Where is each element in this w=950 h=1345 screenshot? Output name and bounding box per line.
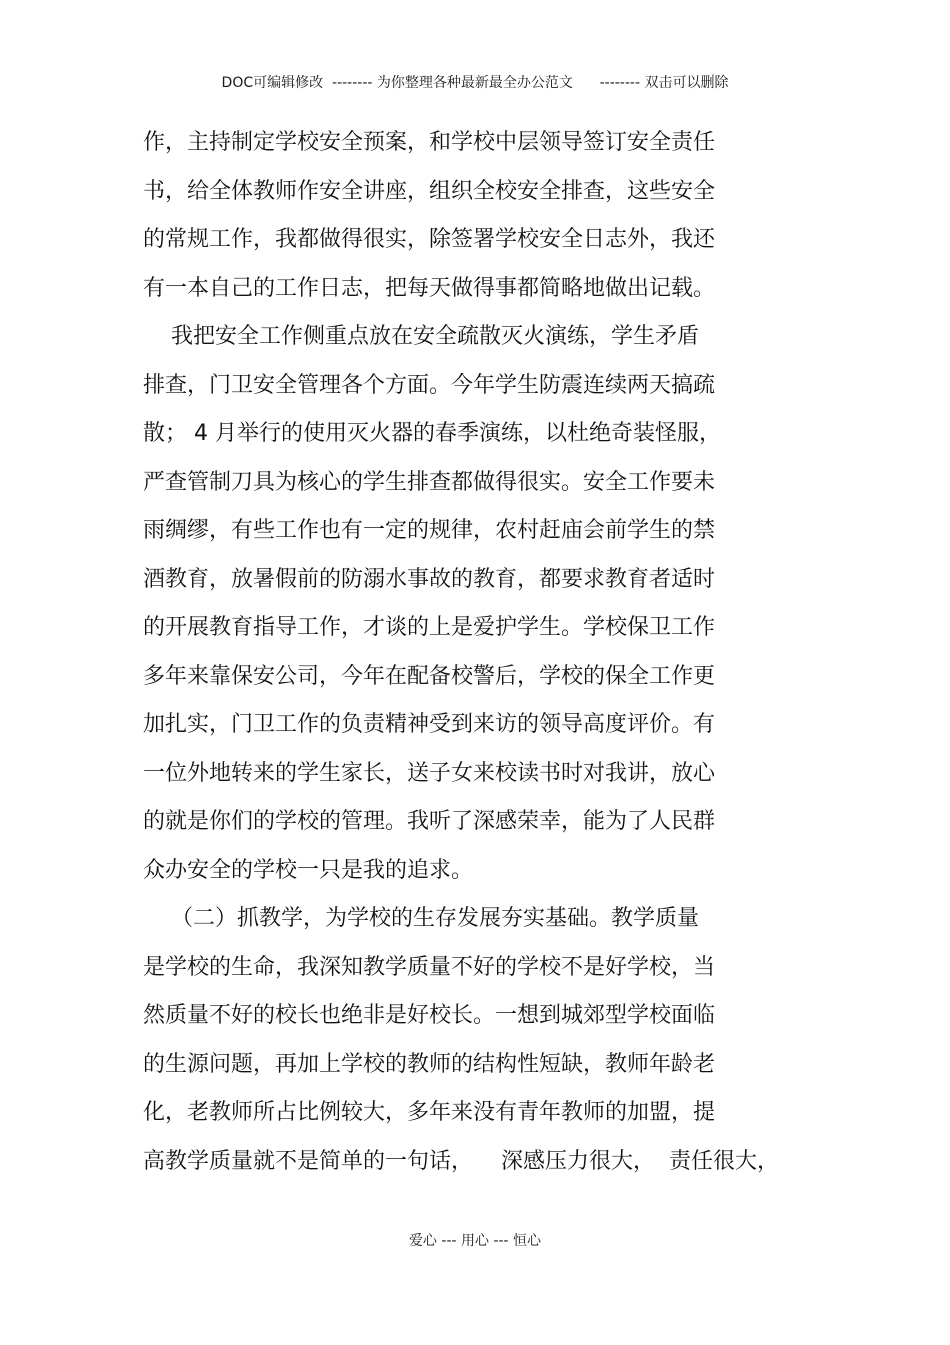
text-line: 高教学质量就不是简单的一句话， 深感压力很大， 责任很大， xyxy=(143,1148,779,1174)
text-line: 作，主持制定学校安全预案，和学校中层领导签订安全责任 xyxy=(143,130,716,155)
text-line: 的就是你们的学校的管理。我听了深感荣幸，能为了人民群 xyxy=(143,809,716,834)
text-line: （二）抓教学，为学校的生存发展夯实基础。教学质量 xyxy=(143,906,699,931)
text-line: 我把安全工作侧重点放在安全疏散灭火演练，学生矛盾 xyxy=(143,324,699,349)
text-line: 多年来靠保安公司，今年在配备校警后，学校的保全工作更 xyxy=(143,663,716,689)
text-line: 然质量不好的校长也绝非是好校长。一想到城郊型学校面临 xyxy=(143,1003,716,1028)
page-header: DOC可编辑修改 -------- 为你整理各种最新最全办公范文 -------- 双击可以删除 xyxy=(221,75,729,91)
text-line: 雨绸缪，有些工作也有一定的规律，农村赶庙会前学生的禁 xyxy=(143,518,716,543)
text-line: 严查管制刀具为核心的学生排查都做得很实。安全工作要未 xyxy=(143,469,716,495)
text-line: 的开展教育指导工作，才谈的上是爱护学生。学校保卫工作 xyxy=(143,615,716,640)
text-line: 散； 4 月举行的使用灭火器的春季演练，以杜绝奇装怪服， xyxy=(143,421,721,446)
text-line: 众办安全的学校一只是我的追求。 xyxy=(143,857,474,883)
text-line: 酒教育，放暑假前的防溺水事故的教育，都要求教育者适时 xyxy=(143,566,716,592)
text-line: 排查，门卫安全管理各个方面。今年学生防震连续两天搞疏 xyxy=(143,372,716,398)
page-footer: 爱心 --- 用心 --- 恒心 xyxy=(408,1233,542,1249)
document-body xyxy=(143,119,803,1186)
text-line: 有一本自己的工作日志，把每天做得事都简略地做出记载。 xyxy=(143,275,716,301)
text-line: 的生源问题，再加上学校的教师的结构性短缺，教师年龄老 xyxy=(143,1051,716,1077)
text-line: 书，给全体教师作安全讲座，组织全校安全排查，这些安全 xyxy=(143,178,716,204)
text-line: 的常规工作，我都做得很实，除签署学校安全日志外，我还 xyxy=(143,227,716,252)
text-line: 一位外地转来的学生家长，送子女来校读书时对我讲，放心 xyxy=(143,760,716,786)
text-line: 是学校的生命，我深知教学质量不好的学校不是好学校，当 xyxy=(143,954,716,980)
text-line: 加扎实，门卫工作的负责精神受到来访的领导高度评价。有 xyxy=(143,712,716,737)
text-line: 化，老教师所占比例较大，多年来没有青年教师的加盟，提 xyxy=(143,1100,716,1125)
